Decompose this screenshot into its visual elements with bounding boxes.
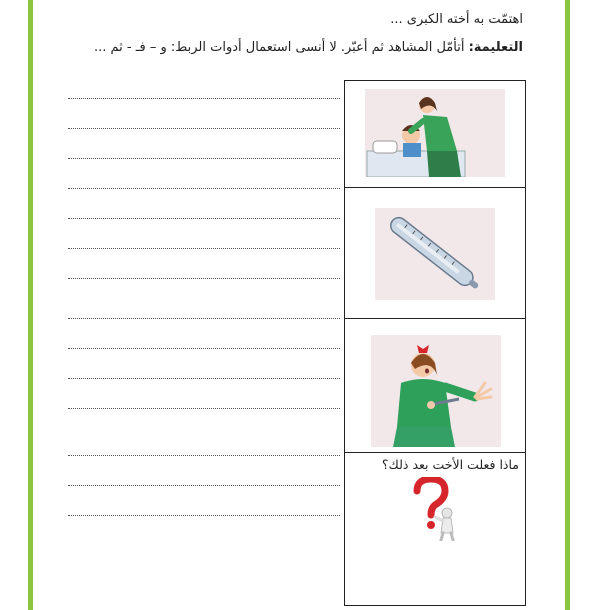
writing-line[interactable] [68, 278, 340, 279]
writing-line[interactable] [68, 348, 340, 349]
scene-panel-2 [344, 187, 526, 319]
page-border-right [565, 0, 570, 610]
page-border-left [28, 0, 33, 610]
writing-line[interactable] [68, 515, 340, 516]
instruction-line [94, 40, 523, 55]
scene-panel-1 [344, 80, 526, 188]
thermometer-illustration [375, 208, 495, 300]
sister-caring-sick-boy-illustration [365, 89, 505, 177]
writing-line[interactable] [68, 128, 340, 129]
scene-panel-3 [344, 318, 526, 453]
instruction-label: التعليمة: [468, 40, 523, 55]
writing-line[interactable] [68, 98, 340, 99]
writing-line[interactable] [68, 248, 340, 249]
writing-line[interactable] [68, 188, 340, 189]
girl-reading-thermometer-illustration [371, 335, 501, 447]
writing-line[interactable] [68, 218, 340, 219]
writing-line[interactable] [68, 378, 340, 379]
writing-line[interactable] [68, 408, 340, 409]
scene-panel-4 [344, 452, 526, 606]
intro-sentence: اهتمّت به أخته الكبرى ... [390, 12, 523, 27]
writing-line[interactable] [68, 485, 340, 486]
writing-line[interactable] [68, 455, 340, 456]
question-mark-figure-icon [405, 477, 465, 541]
writing-line[interactable] [68, 158, 340, 159]
writing-line[interactable] [68, 318, 340, 319]
question-text: ماذا فعلت الأخت بعد ذلك؟ [381, 457, 519, 472]
instruction-text: أتأمّل المشاهد ثم أعبّر. لا أنسى استعمال أدوات الربط: و – فـ - ثم ... [93, 40, 465, 55]
